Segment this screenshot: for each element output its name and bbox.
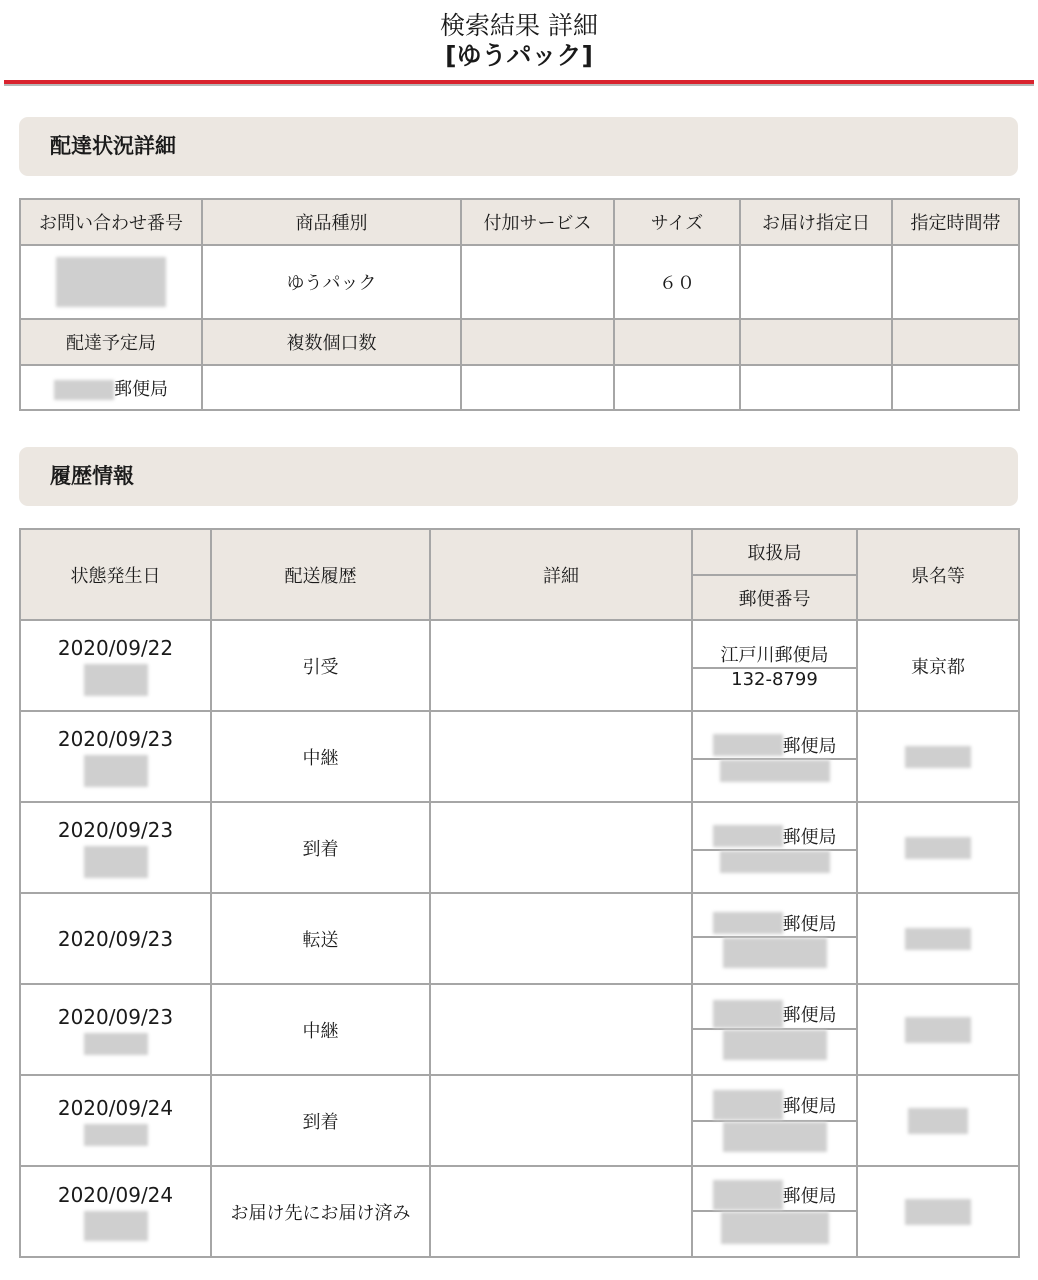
table-row	[20, 1166, 1019, 1257]
redacted-time	[84, 1124, 148, 1146]
inquiry-number-value	[20, 245, 202, 319]
header-delivery-date: お届け指定日	[740, 199, 892, 245]
delivery-date-value	[740, 245, 892, 319]
redacted-office-name	[713, 1000, 783, 1028]
status-date: 2020/09/24	[20, 1075, 211, 1166]
office-suffix: 郵便局	[114, 378, 168, 400]
time-slot-value	[892, 245, 1019, 319]
redacted-office-name	[54, 380, 114, 400]
office-postal-cell	[692, 620, 857, 711]
table-row	[20, 984, 1019, 1075]
detail-cell	[430, 711, 692, 802]
redacted-postal-code	[721, 1212, 829, 1244]
prefecture	[857, 893, 1019, 984]
history-table	[19, 528, 1020, 1258]
postal-code	[693, 1122, 856, 1152]
table-row	[20, 1075, 1019, 1166]
prefecture	[857, 1166, 1019, 1257]
redacted-time	[84, 755, 148, 787]
status-date: 2020/09/22	[20, 620, 211, 711]
status-text: 到着	[211, 802, 430, 893]
redacted-office-name	[713, 1090, 783, 1120]
table-row	[20, 620, 1019, 711]
status-date: 2020/09/24	[20, 1166, 211, 1257]
table-row	[20, 711, 1019, 802]
postal-code	[693, 851, 856, 873]
office-postal-cell	[692, 984, 857, 1075]
prefecture	[857, 711, 1019, 802]
redacted-inquiry-number	[56, 257, 166, 307]
office-postal-cell	[692, 893, 857, 984]
table-row	[20, 802, 1019, 893]
header-package-count: 複数個口数	[202, 319, 461, 365]
additional-service-value	[461, 245, 614, 319]
redacted-office-name	[713, 1180, 783, 1210]
office-name: 郵便局	[693, 823, 856, 851]
table-row	[20, 893, 1019, 984]
redacted-postal-code	[723, 1122, 827, 1152]
header-empty	[461, 319, 614, 365]
office-name: 郵便局	[693, 732, 856, 760]
header-time-slot: 指定時間帯	[892, 199, 1019, 245]
redacted-prefecture	[905, 837, 971, 859]
header-handling-office: 取扱局	[692, 529, 857, 575]
size-value: ６０	[614, 245, 740, 319]
delivery-status-section-header	[19, 117, 1018, 176]
redacted-time	[84, 846, 148, 878]
postal-code	[693, 1030, 856, 1060]
postal-code	[693, 938, 856, 968]
postal-code	[693, 1212, 856, 1244]
redacted-time	[84, 1211, 148, 1241]
redacted-prefecture	[905, 746, 971, 768]
status-text: 到着	[211, 1075, 430, 1166]
section-title: 履歴情報	[50, 464, 134, 488]
empty-cell	[740, 365, 892, 410]
status-text: 引受	[211, 620, 430, 711]
status-date: 2020/09/23	[20, 984, 211, 1075]
status-text: 中継	[211, 984, 430, 1075]
header-empty	[892, 319, 1019, 365]
redacted-prefecture	[905, 1017, 971, 1043]
office-name: 郵便局	[693, 1180, 856, 1212]
redacted-time	[84, 664, 148, 696]
postal-code	[693, 760, 856, 782]
header-additional-service: 付加サービス	[461, 199, 614, 245]
prefecture	[857, 984, 1019, 1075]
header-detail: 詳細	[430, 529, 692, 620]
detail-cell	[430, 1075, 692, 1166]
header-delivery-office: 配達予定局	[20, 319, 202, 365]
redacted-office-name	[713, 825, 783, 847]
section-title: 配達状況詳細	[50, 134, 176, 158]
redacted-office-name	[713, 912, 783, 934]
redacted-postal-code	[720, 851, 830, 873]
redacted-time	[84, 1033, 148, 1055]
header-postal-code: 郵便番号	[692, 575, 857, 620]
page-subtitle: [ゆうパック]	[445, 41, 593, 70]
status-date: 2020/09/23	[20, 802, 211, 893]
detail-cell	[430, 893, 692, 984]
status-text: お届け先にお届け済み	[211, 1166, 430, 1257]
header-product-type: 商品種別	[202, 199, 461, 245]
header-empty	[740, 319, 892, 365]
detail-cell	[430, 984, 692, 1075]
redacted-office-name	[713, 734, 783, 756]
postal-code: 132-8799	[731, 669, 818, 690]
page-header	[0, 0, 1038, 90]
empty-cell	[461, 365, 614, 410]
redacted-postal-code	[723, 1030, 827, 1060]
product-type-value: ゆうパック	[202, 245, 461, 319]
history-section-header	[19, 447, 1018, 506]
delivery-office-value	[20, 365, 202, 410]
header-inquiry-number: お問い合わせ番号	[20, 199, 202, 245]
office-name: 江戸川郵便局	[693, 641, 856, 669]
redacted-prefecture	[905, 1199, 971, 1225]
header-size: サイズ	[614, 199, 740, 245]
redacted-prefecture	[905, 928, 971, 950]
prefecture: 東京都	[857, 620, 1019, 711]
office-postal-cell	[692, 711, 857, 802]
empty-cell	[892, 365, 1019, 410]
header-empty	[614, 319, 740, 365]
header-prefecture: 県名等	[857, 529, 1019, 620]
office-postal-cell	[692, 1166, 857, 1257]
office-name: 郵便局	[693, 910, 856, 938]
header-divider	[4, 80, 1034, 86]
redacted-prefecture	[908, 1108, 968, 1134]
detail-cell	[430, 620, 692, 711]
office-postal-cell	[692, 1075, 857, 1166]
prefecture	[857, 1075, 1019, 1166]
prefecture	[857, 802, 1019, 893]
package-count-value	[202, 365, 461, 410]
status-text: 転送	[211, 893, 430, 984]
redacted-postal-code	[720, 760, 830, 782]
empty-cell	[614, 365, 740, 410]
header-status-date: 状態発生日	[20, 529, 211, 620]
office-name: 郵便局	[693, 1090, 856, 1122]
status-date: 2020/09/23	[20, 893, 211, 984]
status-date: 2020/09/23	[20, 711, 211, 802]
header-delivery-history: 配送履歴	[211, 529, 430, 620]
detail-cell	[430, 802, 692, 893]
page-title: 検索結果 詳細	[440, 11, 598, 40]
office-postal-cell	[692, 802, 857, 893]
redacted-postal-code	[723, 938, 827, 968]
office-name: 郵便局	[693, 1000, 856, 1030]
status-text: 中継	[211, 711, 430, 802]
detail-cell	[430, 1166, 692, 1257]
delivery-status-table	[19, 198, 1020, 411]
